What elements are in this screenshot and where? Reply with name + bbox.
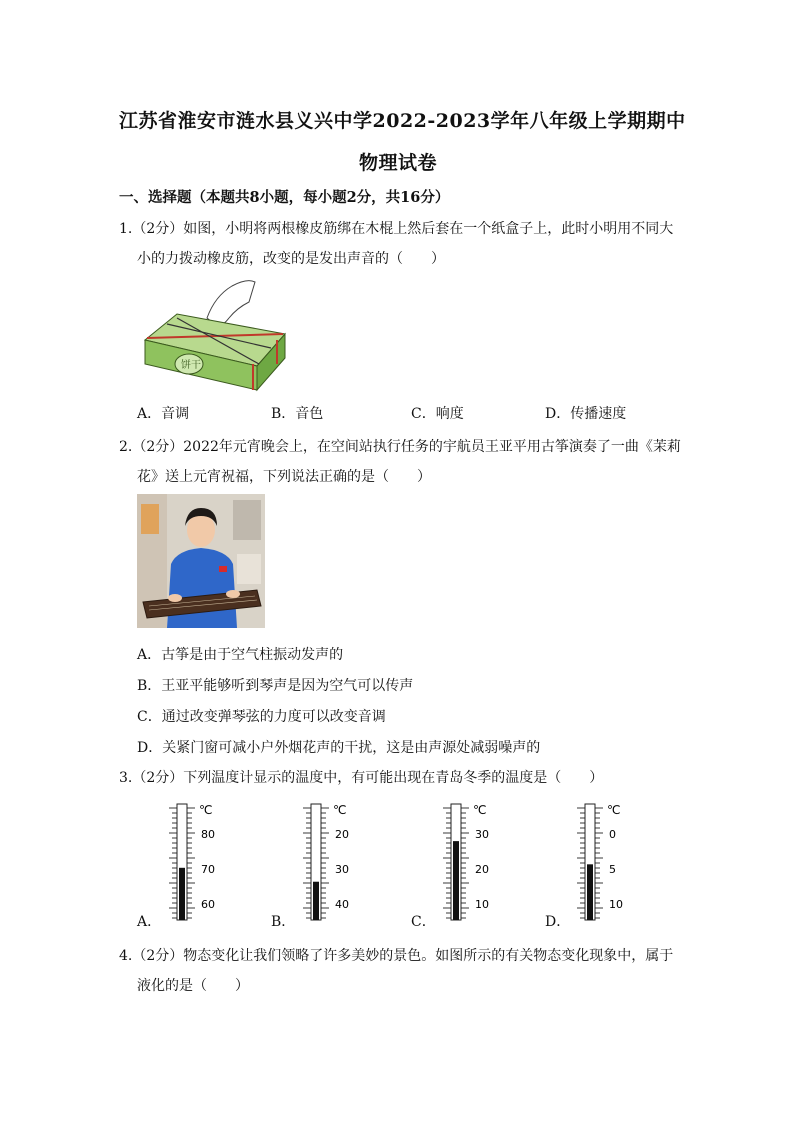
thermometer-option-b[interactable] <box>271 800 381 930</box>
thermometer-unit-label: ℃ <box>607 803 621 817</box>
question-1-line2: 小的力拨动橡皮筋，改变的是发出声音的（ ） <box>137 251 445 267</box>
thermometer-tick-label: 0 <box>609 828 616 841</box>
thermometer-liquid-column <box>587 864 593 920</box>
thermometer-icon <box>567 800 657 926</box>
box-label: 饼干 <box>181 360 201 371</box>
question-1-line1: 1.（2分）如图，小明将两根橡皮筋绑在木棍上然后套在一个纸盒子上，此时小明用不同大 <box>119 221 674 237</box>
question-1-option-c[interactable]: C．响度 <box>411 406 464 422</box>
thermometer-tick-label: 5 <box>609 863 616 876</box>
question-1-option-b[interactable]: B．音色 <box>271 406 324 422</box>
thermometer-unit-label: ℃ <box>199 803 213 817</box>
page-title: 江苏省淮安市涟水县义兴中学2022-2023学年八年级上学期期中 <box>119 110 686 132</box>
thermometer-tick-label: 30 <box>335 863 349 876</box>
thermometer-icon <box>159 800 249 926</box>
question-2-photo <box>137 494 265 628</box>
thermometer-icon <box>293 800 383 926</box>
question-2-line2: 花》送上元宵祝福，下列说法正确的是（ ） <box>137 469 431 485</box>
section-header: 一、选择题（本题共8小题，每小题2分，共16分） <box>119 189 450 206</box>
thermometer-option-d[interactable] <box>545 800 655 930</box>
thermometer-unit-label: ℃ <box>473 803 487 817</box>
thermometer-option-letter: D． <box>545 914 571 930</box>
thermometer-option-c[interactable] <box>411 800 521 930</box>
thermometer-liquid-column <box>313 882 319 920</box>
question-3-line1: 3.（2分）下列温度计显示的温度中，有可能出现在青岛冬季的温度是（ ） <box>119 770 604 786</box>
thermometer-tick-label: 10 <box>609 898 623 911</box>
thermometer-option-letter: B． <box>271 914 296 930</box>
thermometer-tick-label: 80 <box>201 828 215 841</box>
question-2-option-d[interactable]: D．关紧门窗可减小户外烟花声的干扰，这是由声源处减弱噪声的 <box>137 740 541 756</box>
question-4-line2: 液化的是（ ） <box>137 978 249 994</box>
thermometer-option-a[interactable] <box>137 800 247 930</box>
thermometer-option-letter: C． <box>411 914 436 930</box>
thermometer-tick-label: 40 <box>335 898 349 911</box>
thermometer-liquid-column <box>453 841 459 920</box>
thermometer-tick-label: 20 <box>475 863 489 876</box>
thermometer-unit-label: ℃ <box>333 803 347 817</box>
thermometer-liquid-column <box>179 868 185 920</box>
thermometer-tick-label: 70 <box>201 863 215 876</box>
question-2-option-a[interactable]: A．古筝是由于空气柱振动发声的 <box>137 647 344 663</box>
question-1-option-d[interactable]: D．传播速度 <box>545 406 627 422</box>
thermometer-option-letter: A． <box>137 914 162 930</box>
thermometer-tick-label: 20 <box>335 828 349 841</box>
thermometer-tick-label: 60 <box>201 898 215 911</box>
question-1-option-a[interactable]: A．音调 <box>137 406 190 422</box>
question-2-option-b[interactable]: B．王亚平能够听到琴声是因为空气可以传声 <box>137 678 414 694</box>
question-2-line1: 2.（2分）2022年元宵晚会上，在空间站执行任务的宇航员王亚平用古筝演奏了一曲《茉莉 <box>119 439 681 455</box>
thermometer-icon <box>433 800 523 926</box>
page-subtitle: 物理试卷 <box>359 152 438 174</box>
question-2-option-c[interactable]: C．通过改变弹琴弦的力度可以改变音调 <box>137 709 386 725</box>
thermometer-tick-label: 30 <box>475 828 489 841</box>
question-4-line1: 4.（2分）物态变化让我们领略了许多美妙的景色。如图所示的有关物态变化现象中，属于 <box>119 948 674 964</box>
thermometer-tick-label: 10 <box>475 898 489 911</box>
question-1-figure <box>137 278 287 394</box>
